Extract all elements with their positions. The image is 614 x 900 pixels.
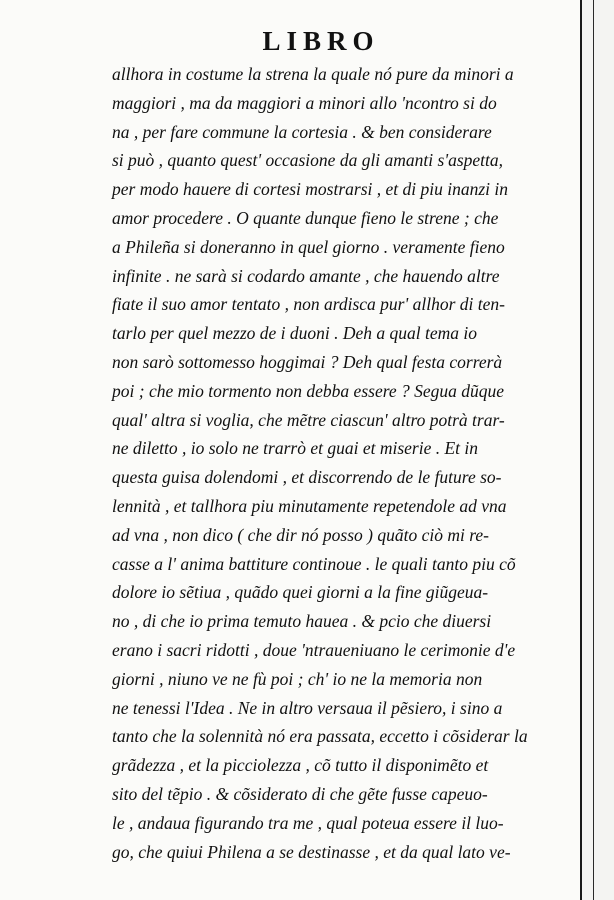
text-line: ne diletto , io solo ne trarrò et guai et miserie . Et in (112, 438, 479, 459)
text-line: tarlo per quel mezzo de i duoni . Deh a qual tema io (112, 323, 478, 344)
text-line: le , andaua figurando tra me , qual poteua essere il luo- (112, 812, 504, 833)
text-line: tanto che la solennità nó era passata, eccetto i cõsiderar la (112, 726, 528, 747)
text-line: giorni , niuno ve ne fù poi ; ch' io ne la memoria non (112, 668, 483, 689)
body-text (112, 60, 552, 866)
page-edge (570, 0, 614, 900)
text-line: per modo hauere di cortesi mostrarsi , et di piu inanzi in (112, 179, 509, 200)
text-line: casse a l' anima battiture continoue . le quali tanto piu cõ (112, 553, 516, 574)
text-line: dolore io sẽtiua , quãdo quei giorni a la fine giũgeua- (112, 582, 489, 603)
text-line: ad vna , non dico ( che dir nó posso ) quãto ciò mi re- (112, 524, 490, 545)
running-header (0, 26, 614, 57)
text-line: amor procedere . O quante dunque fieno le strene ; che (112, 207, 499, 228)
text-line: na , per fare commune la cortesia . & ben considerare (112, 121, 492, 142)
text-line: erano i sacri ridotti , doue 'ntraueniuano le cerimonie d'e (112, 639, 516, 660)
text-line: sito del tẽpio . & cõsiderato di che gẽte fusse capeuo- (112, 783, 488, 804)
text-line: questa guisa dolendomi , et discorrendo de le future so- (112, 467, 502, 488)
text-line: lennità , et tallhora piu minutamente repetendole ad vna (112, 495, 507, 516)
text-line: go, che quiui Philena a se destinasse , et da qual lato ve- (112, 841, 511, 862)
text-line: grãdezza , et la picciolezza , cõ tutto il disponimẽto et (112, 755, 489, 776)
text-line: no , di che io prima temuto hauea . & pcio che diuersi (112, 611, 492, 632)
text-line: infinite . ne sarà si codardo amante , che hauendo altre (112, 265, 500, 286)
text-line: si può , quanto quest' occasione da gli amanti s'aspetta, (112, 150, 504, 171)
text-line: qual' altra si voglia, che mẽtre ciascun' altro potrà trar- (112, 409, 505, 430)
text-line: non sarò sottomesso hoggimai ? Deh qual festa correrà (112, 351, 503, 372)
text-line: ne tenessi l'Idea . Ne in altro versaua il pẽsiero, i sino a (112, 697, 503, 718)
text-line: a Phileña si doneranno in quel giorno . veramente fieno (112, 236, 505, 257)
text-line: fiate il suo amor tentato , non ardisca pur' allhor di ten- (112, 294, 505, 315)
text-line: poi ; che mio tormento non debba essere ? Segua dũque (112, 380, 505, 401)
running-title: LIBRO (262, 26, 380, 56)
text-line: allhora in costume la strena la quale nó pure da minori a (112, 64, 514, 84)
text-line: maggiori , ma da maggiori a minori allo 'ncontro si do (112, 92, 497, 113)
